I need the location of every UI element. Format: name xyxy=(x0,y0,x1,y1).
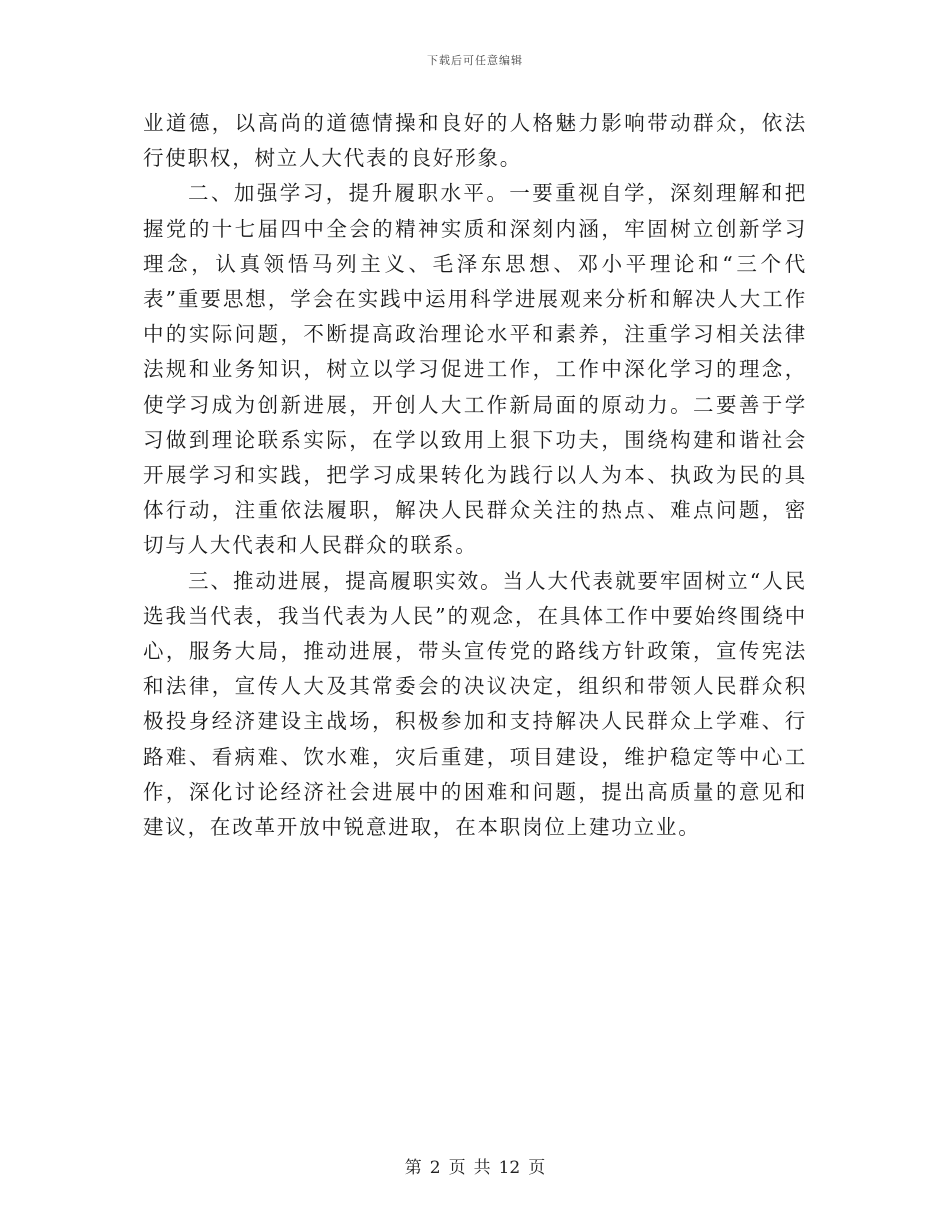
footer-page-char: 页 xyxy=(448,1158,466,1178)
footer-suffix: 页 xyxy=(528,1158,546,1178)
footer-current-page: 2 xyxy=(429,1158,441,1178)
paragraph-development: 三、推动进展，提高履职实效。当人大代表就要牢固树立“人民选我当代表，我当代表为人民”的观念，在具体工作中要始终围绕中心，服务大局，推动进展，带头宣传党的路线方针政策，宣传宪法和法律，宣传人大及其常委会的决议决定，组织和带领人民群众积极投身经济建设主战场，积极参加和支持解决人民群众上学难、行路难、看病难、饮水难，灾后重建，项目建设，维护稳定等中心工作，深化讨论经济社会进展中的困难和问题，提出高质量的意见和建议，在改革开放中锐意进取，在本职岗位上建功立业。 xyxy=(143,568,807,840)
paragraph-continuation: 业道德，以高尚的道德情操和良好的人格魅力影响带动群众，依法行使职权，树立人大代表的良好形象。 xyxy=(143,111,807,171)
footer-total-label: 共 xyxy=(473,1158,491,1178)
paragraph-study: 二、加强学习，提升履职水平。一要重视自学，深刻理解和把握党的十七届四中全会的精神实质和深刻内涵，牢固树立创新学习理念，认真领悟马列主义、毛泽东思想、邓小平理论和“三个代表”重要思想，学会在实践中运用科学进展观来分析和解决人大工作中的实际问题，不断提高政治理论水平和素养，注重学习相关法律法规和业务知识，树立以学习促进工作，工作中深化学习的理念，使学习成为创新进展，开创人大工作新局面的原动力。二要善于学习做到理论联系实际，在学以致用上狠下功夫，围绕构建和谐社会开展学习和实践，把学习成果转化为践行以人为本、执政为民的具体行动，注重依法履职，解决人民群众关注的热点、难点问题，密切与人大代表和人民群众的联系。 xyxy=(143,181,807,558)
footer-prefix: 第 xyxy=(404,1158,422,1178)
header-note: 下载后可任意编辑 xyxy=(427,54,523,67)
document-body xyxy=(143,106,807,845)
footer-total-pages: 12 xyxy=(498,1158,521,1178)
page-footer xyxy=(0,1153,950,1178)
